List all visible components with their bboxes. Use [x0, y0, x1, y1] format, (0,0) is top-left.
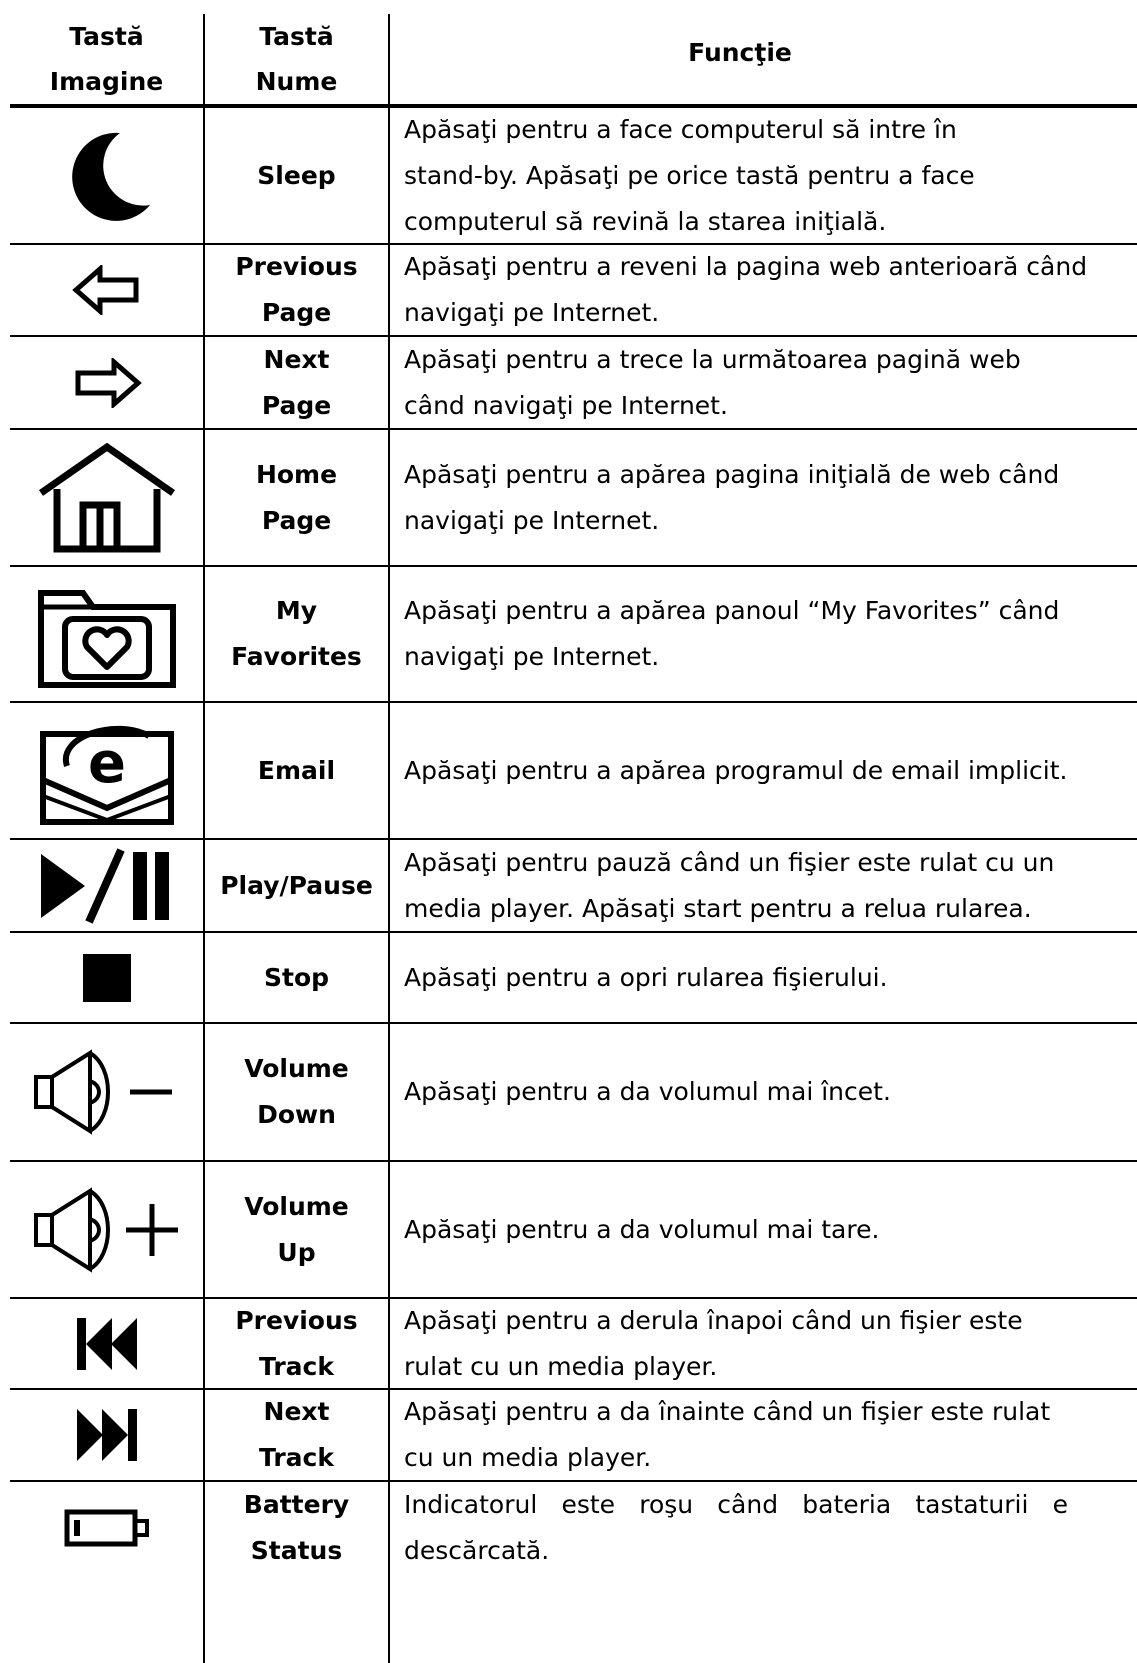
arrow-right-icon [72, 358, 142, 408]
key-image-next-track [10, 1390, 203, 1480]
battery-icon [64, 1508, 150, 1548]
header-function-label: Funcţie [688, 38, 792, 67]
key-function-volume-up [390, 1162, 1137, 1297]
play-pause-icon [37, 846, 177, 926]
key-function-next-track [390, 1390, 1137, 1480]
key-function-home-page [390, 430, 1137, 565]
key-image-home-page [10, 430, 203, 565]
key-name-label: My Favorites [231, 596, 362, 671]
key-function-previous-page [390, 245, 1137, 335]
key-name-my-favorites [205, 567, 388, 701]
key-function-email [390, 703, 1137, 838]
key-name-label: Email [257, 755, 336, 785]
key-function-play-pause [390, 840, 1137, 931]
key-name-volume-down [205, 1024, 388, 1160]
favorites-folder-icon [37, 579, 177, 689]
key-name-home-page [205, 430, 388, 565]
key-name-label: Battery Status [243, 1489, 350, 1565]
key-function-text: Apăsaţi pentru a derula înapoi când un fişier este rulat cu un media player. [404, 1305, 1023, 1381]
key-name-next-page [205, 337, 388, 428]
key-name-play-pause [205, 840, 388, 931]
key-name-label: Stop [263, 962, 330, 992]
key-function-my-favorites [390, 567, 1137, 701]
svg-text:e: e [87, 730, 126, 796]
key-function-volume-down [390, 1024, 1137, 1160]
key-image-battery-status [10, 1482, 203, 1573]
key-name-label: Sleep [257, 160, 336, 190]
key-function-text: Apăsaţi pentru pauză când un fişier este rulat cu un media player. Apăsaţi start pentru a relua rularea. [404, 847, 1055, 923]
key-image-next-page [10, 337, 203, 428]
key-name-previous-track [205, 1299, 388, 1388]
key-name-label: Next Page [261, 344, 332, 420]
key-name-label: Volume Up [244, 1191, 349, 1267]
key-function-next-page [390, 337, 1137, 428]
key-name-next-track [205, 1390, 388, 1480]
key-function-sleep [390, 108, 1137, 243]
key-image-my-favorites [10, 567, 203, 701]
key-function-text: Apăsaţi pentru a da volumul mai încet. [404, 1077, 891, 1106]
previous-track-icon [75, 1316, 139, 1372]
key-image-email [10, 703, 203, 838]
key-name-label: Home Page [255, 459, 338, 535]
key-function-battery-status [390, 1482, 1137, 1573]
key-image-play-pause [10, 840, 203, 931]
home-icon [37, 443, 177, 553]
header-key-name [205, 14, 388, 104]
key-image-previous-page [10, 245, 203, 335]
volume-up-icon [32, 1185, 182, 1275]
key-name-battery-status [205, 1482, 388, 1573]
key-name-label: Previous Page [235, 252, 358, 327]
key-name-sleep [205, 108, 388, 243]
key-function-text: Apăsaţi pentru a reveni la pagina web anterioară când navigaţi pe Internet. [404, 252, 1088, 327]
stop-icon [82, 953, 132, 1003]
key-function-text: Apăsaţi pentru a apărea panoul “My Favorites” când navigaţi pe Internet. [404, 596, 1060, 671]
key-name-stop [205, 933, 388, 1022]
key-name-previous-page [205, 245, 388, 335]
key-image-previous-track [10, 1299, 203, 1388]
key-function-text: Apăsaţi pentru a apărea programul de email implicit. [404, 755, 1068, 785]
key-name-label: Previous Track [235, 1305, 358, 1381]
arrow-left-icon [72, 265, 142, 315]
key-image-stop [10, 933, 203, 1022]
key-function-text: Apăsaţi pentru a da înainte când un fişier este rulat cu un media player. [404, 1397, 1051, 1472]
key-name-label: Play/Pause [220, 870, 373, 900]
header-function [390, 14, 1090, 104]
key-function-stop [390, 933, 1137, 1022]
key-function-text: Apăsaţi pentru a face computerul să intre în stand-by. Apăsaţi pe orice tastă pentru a face computerul să revină la starea iniţială. [404, 114, 975, 236]
key-name-email [205, 703, 388, 838]
volume-down-icon [32, 1047, 182, 1137]
email-icon [37, 716, 177, 826]
key-image-volume-down [10, 1024, 203, 1160]
key-function-text: Apăsaţi pentru a opri rularea fişierului. [404, 962, 888, 992]
moon-icon [52, 121, 162, 231]
key-image-volume-up [10, 1162, 203, 1297]
header-key-name-label: Tastă Nume [255, 22, 338, 96]
key-name-volume-up [205, 1162, 388, 1297]
key-function-text: Apăsaţi pentru a trece la următoarea pagină web când navigaţi pe Internet. [404, 344, 1021, 420]
header-key-image [10, 14, 203, 104]
key-function-text: Apăsaţi pentru a da volumul mai tare. [404, 1214, 880, 1244]
key-function-text: Apăsaţi pentru a apărea pagina iniţială de web când navigaţi pe Internet. [404, 459, 1060, 535]
key-function-previous-track [390, 1299, 1137, 1388]
key-name-label: Next Track [259, 1397, 334, 1472]
key-name-label: Volume Down [244, 1054, 349, 1129]
key-image-sleep [10, 108, 203, 243]
next-track-icon [75, 1407, 139, 1463]
header-key-image-label: Tastă Imagine [49, 22, 164, 96]
key-function-text: Indicatorul este roşu când bateria tastaturii e descărcată. [404, 1489, 1068, 1565]
